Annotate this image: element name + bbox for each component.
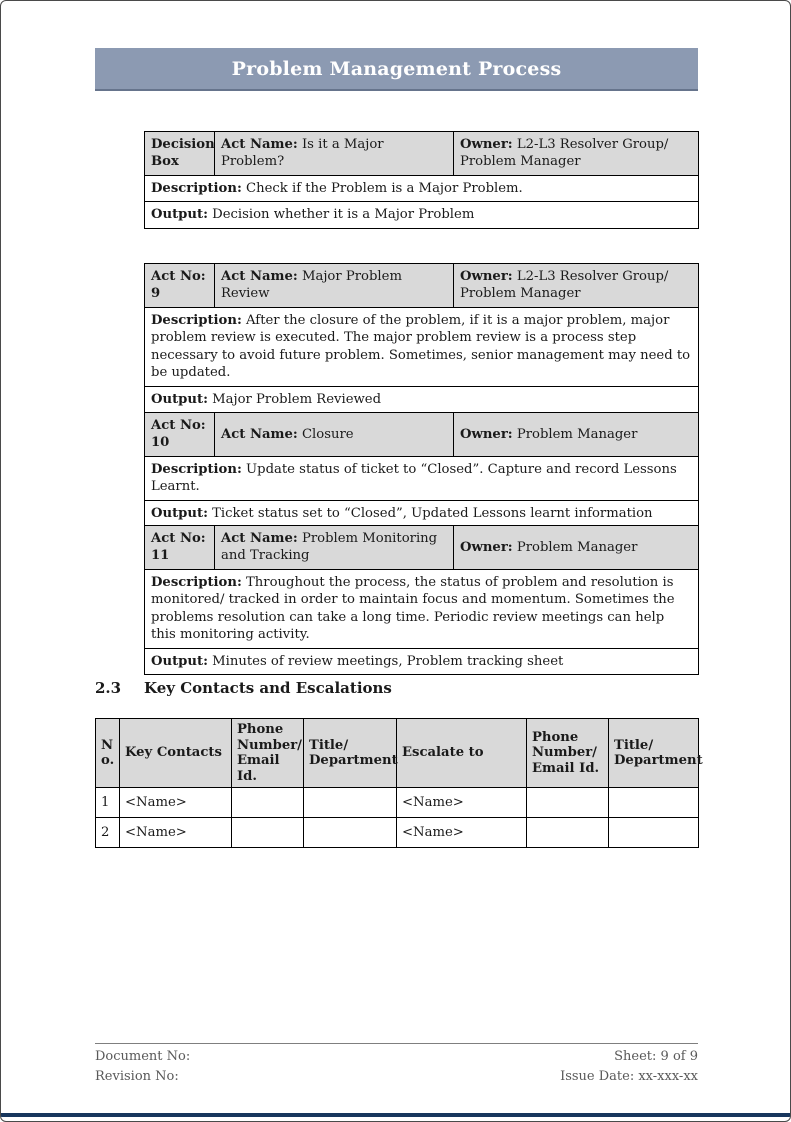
act-no-cell: Act No: 9	[145, 264, 215, 308]
owner-value: Problem Manager	[516, 426, 638, 442]
section-title: Key Contacts and Escalations	[144, 679, 392, 697]
contacts-row	[96, 788, 699, 818]
output-value: Major Problem Reviewed	[212, 391, 382, 407]
contacts-cell-phone-2	[527, 788, 609, 818]
footer-left	[95, 1047, 190, 1087]
act-name-value: Is it a Major Problem?	[221, 137, 384, 170]
contacts-cell-escalate: <Name>	[397, 788, 527, 818]
act-table-11	[144, 525, 699, 675]
description-cell	[145, 569, 699, 648]
output-label: Output:	[151, 653, 208, 669]
contacts-cell-title	[304, 788, 397, 818]
act-table-10	[144, 412, 699, 527]
description-row	[145, 175, 699, 201]
act-name-cell	[215, 526, 454, 570]
act-no-cell: Decision Box	[145, 132, 215, 176]
output-row	[145, 500, 699, 526]
act-table-9	[144, 263, 699, 413]
output-cell	[145, 386, 699, 412]
contacts-cell-phone-2	[527, 818, 609, 848]
act-name-label: Act Name:	[221, 426, 298, 442]
section-heading	[95, 679, 698, 697]
page-footer	[95, 1047, 698, 1087]
output-cell	[145, 648, 699, 674]
contacts-table	[95, 718, 703, 848]
description-cell	[145, 456, 699, 500]
owner-value: L2-L3 Resolver Group/ Problem Manager	[460, 269, 669, 302]
description-row	[145, 456, 699, 500]
contacts-cell-escalate: <Name>	[397, 818, 527, 848]
output-row	[145, 648, 699, 674]
output-label: Output:	[151, 391, 208, 407]
output-value: Decision whether it is a Major Problem	[212, 207, 475, 223]
output-cell	[145, 202, 699, 228]
description-value: Update status of ticket to “Closed”. Capture and record Lessons Learnt.	[151, 461, 677, 495]
footer-divider	[95, 1043, 698, 1044]
description-value: Check if the Problem is a Major Problem.	[246, 180, 523, 196]
output-value: Ticket status set to “Closed”, Updated Lessons learnt information	[212, 505, 653, 521]
contacts-cell-phone	[232, 788, 304, 818]
contacts-header-no: No.	[96, 719, 120, 788]
footer-revision-no: Revision No:	[95, 1069, 179, 1084]
act-name-label: Act Name:	[221, 137, 298, 152]
output-row	[145, 386, 699, 412]
act-no-cell: Act No: 10	[145, 413, 215, 457]
footer-right	[560, 1047, 698, 1087]
contacts-cell-title-2	[609, 788, 699, 818]
contacts-cell-no: 1	[96, 788, 120, 818]
title-banner	[95, 48, 698, 91]
act-name-value: Closure	[301, 426, 354, 442]
description-cell	[145, 175, 699, 201]
footer-issue-date: Issue Date: xx-xxx-xx	[560, 1069, 698, 1084]
owner-cell	[454, 264, 699, 308]
act-table-header-row	[145, 264, 699, 308]
contacts-cell-name: <Name>	[120, 788, 232, 818]
contacts-header-phone-email: Phone Number/ Email Id.	[232, 719, 304, 788]
description-label: Description:	[151, 461, 242, 477]
description-label: Description:	[151, 312, 242, 328]
output-cell	[145, 500, 699, 526]
output-value: Minutes of review meetings, Problem tracking sheet	[212, 653, 564, 669]
act-name-label: Act Name:	[221, 531, 298, 546]
owner-label: Owner:	[460, 539, 513, 555]
bottom-accent-bar	[1, 1113, 791, 1117]
owner-cell	[454, 413, 699, 457]
contacts-header-title-department: Title/ Department	[304, 719, 397, 788]
act-name-value: Major Problem Review	[221, 269, 402, 302]
description-value: Throughout the process, the status of problem and resolution is monitored/ tracked in order to maintain focus and momentum. Sometimes the problems resolution can take a long time. Periodic review meetings can help this monitoring activity.	[151, 574, 675, 643]
footer-sheet: Sheet: 9 of 9	[614, 1049, 698, 1064]
description-label: Description:	[151, 574, 242, 590]
section-number: 2.3	[95, 679, 122, 697]
act-no-cell: Act No: 11	[145, 526, 215, 570]
contacts-header-title-department-2: Title/ Department	[609, 719, 699, 788]
act-name-cell	[215, 264, 454, 308]
act-name-label: Act Name:	[221, 269, 298, 284]
owner-cell	[454, 526, 699, 570]
contacts-header-key-contacts: Key Contacts	[120, 719, 232, 788]
footer-document-no: Document No:	[95, 1049, 191, 1064]
contacts-cell-no: 2	[96, 818, 120, 848]
contacts-cell-name: <Name>	[120, 818, 232, 848]
contacts-row	[96, 818, 699, 848]
owner-label: Owner:	[460, 137, 513, 152]
description-label: Description:	[151, 180, 242, 196]
description-cell	[145, 307, 699, 386]
page-title: Problem Management Process	[231, 57, 562, 80]
owner-value: L2-L3 Resolver Group/ Problem Manager	[460, 137, 669, 170]
owner-label: Owner:	[460, 269, 513, 284]
output-label: Output:	[151, 505, 208, 521]
act-name-value: Problem Monitoring and Tracking	[221, 531, 438, 564]
owner-label: Owner:	[460, 426, 513, 442]
act-table-decision-box	[144, 131, 699, 229]
output-row	[145, 202, 699, 228]
act-table-header-row	[145, 526, 699, 570]
description-row	[145, 307, 699, 386]
contacts-header-escalate-to: Escalate to	[397, 719, 527, 788]
contacts-header-row	[96, 719, 699, 788]
contacts-cell-title	[304, 818, 397, 848]
act-name-cell	[215, 413, 454, 457]
act-name-cell	[215, 132, 454, 176]
description-row	[145, 569, 699, 648]
contacts-cell-title-2	[609, 818, 699, 848]
description-value: After the closure of the problem, if it is a major problem, major problem review is executed. The major problem review is a process step necessary to avoid future problem. Sometimes, senior management may need to be updated.	[151, 312, 691, 381]
contacts-header-phone-email-2: Phone Number/ Email Id.	[527, 719, 609, 788]
owner-cell	[454, 132, 699, 176]
contacts-cell-phone	[232, 818, 304, 848]
act-table-header-row	[145, 132, 699, 176]
act-table-header-row	[145, 413, 699, 457]
output-label: Output:	[151, 207, 208, 223]
owner-value: Problem Manager	[516, 539, 638, 555]
